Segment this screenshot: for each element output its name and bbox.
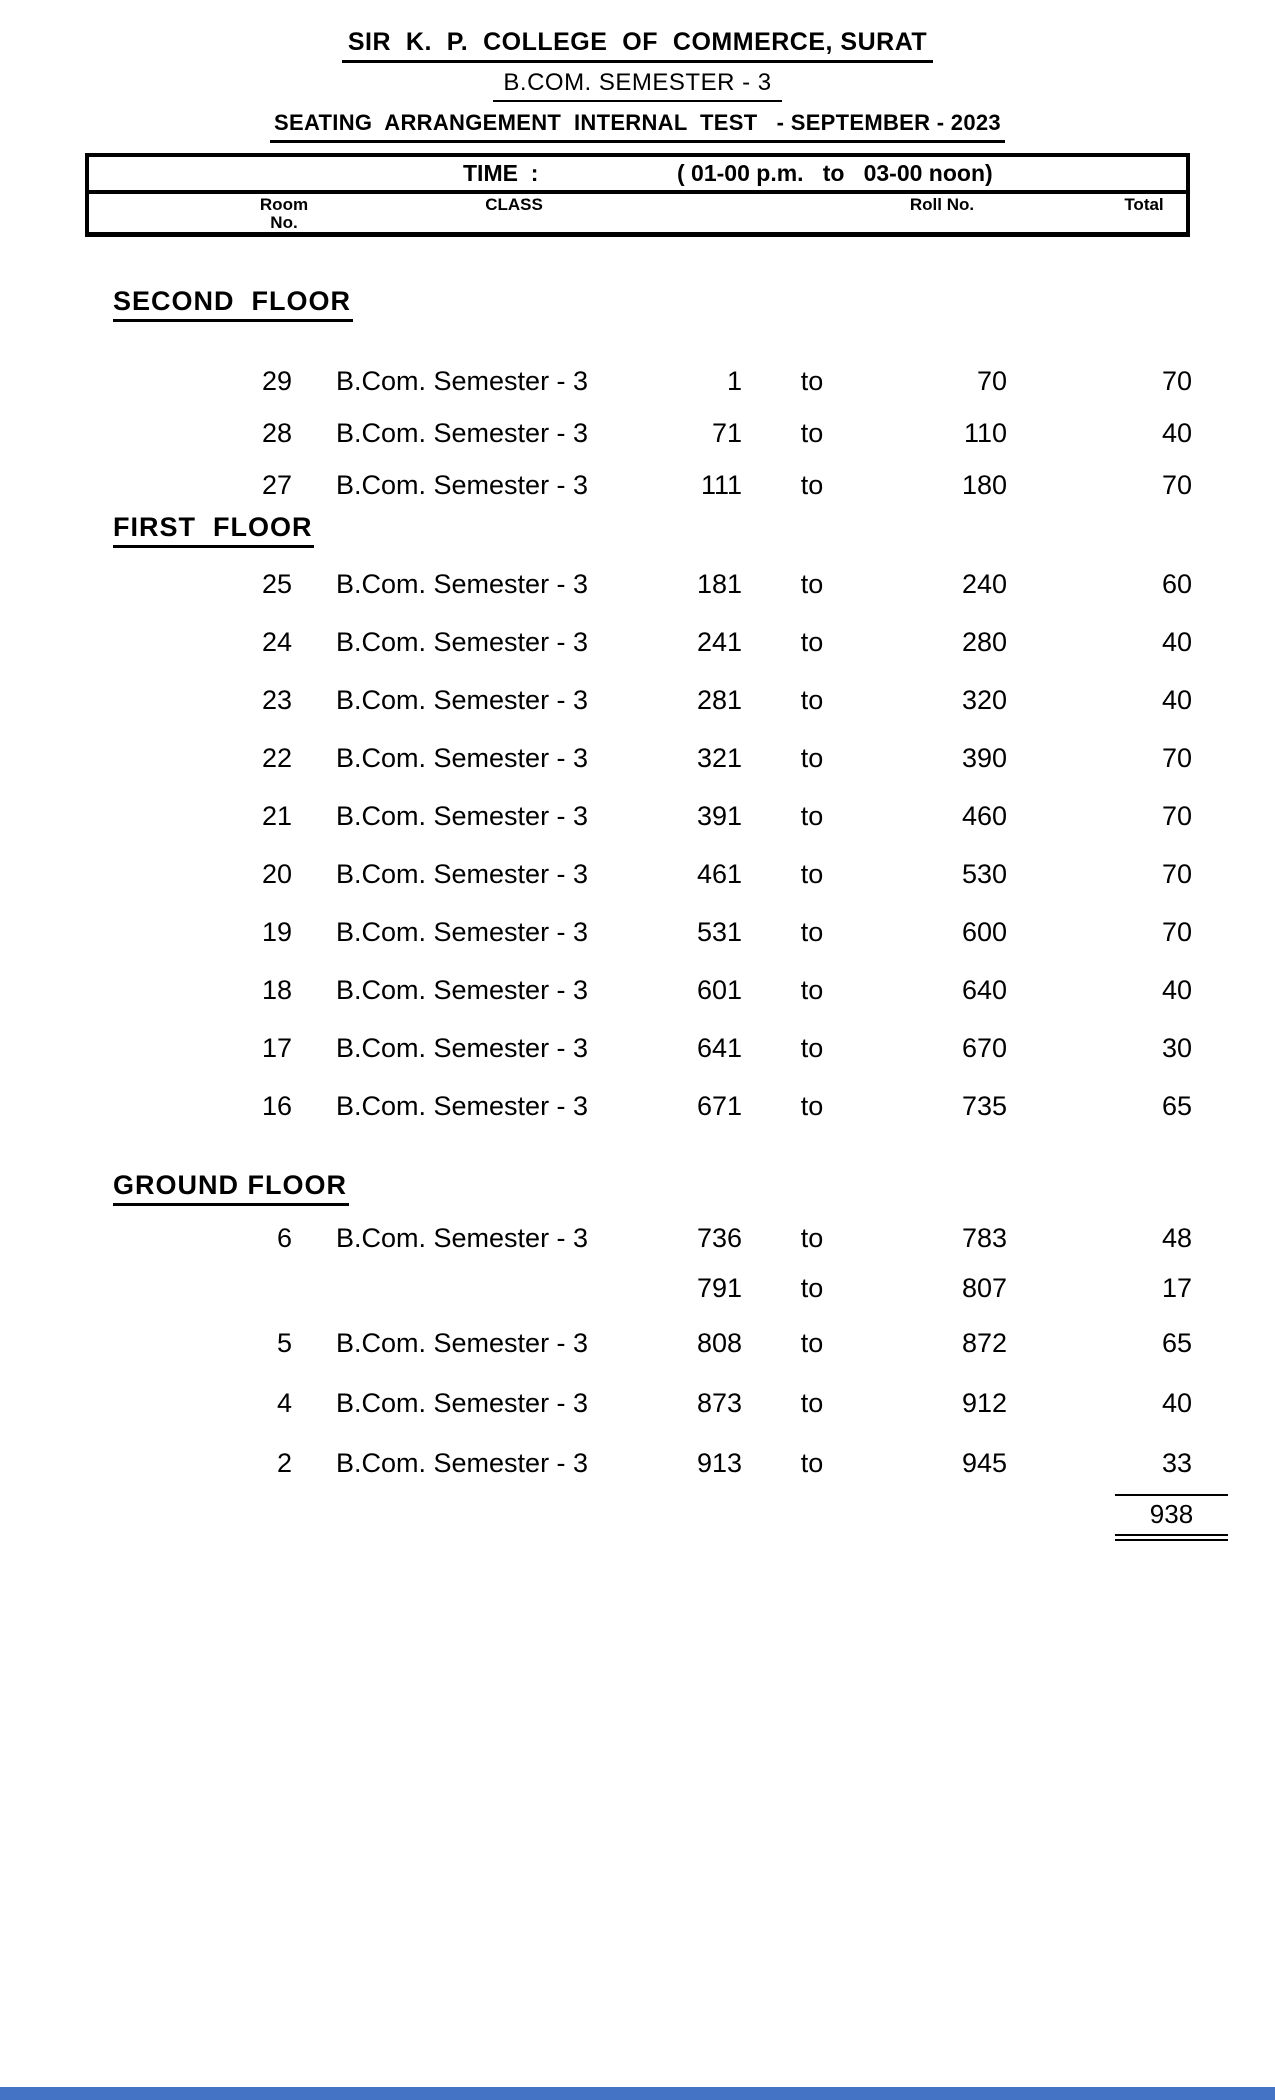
time-value: ( 01-00 p.m. to 03-00 noon) (677, 159, 993, 186)
table-row (85, 460, 1192, 512)
cell-total: 40 (1161, 975, 1192, 1006)
table-header-box (85, 153, 1190, 237)
floor-rows (0, 356, 1275, 512)
cell-class: B.Com. Semester - 3 (336, 859, 589, 890)
cell-room-no: 19 (261, 917, 292, 948)
document-titles (0, 27, 1275, 143)
column-header-room-line1: Room (259, 194, 309, 214)
floor-section (0, 512, 1275, 1136)
cell-roll-to: 945 (961, 1448, 1007, 1479)
cell-room-no: 23 (261, 685, 292, 716)
cell-room-no: 18 (261, 975, 292, 1006)
cell-to-word: to (800, 569, 824, 600)
cell-to-word: to (800, 1223, 824, 1254)
cell-total: 40 (1161, 685, 1192, 716)
cell-roll-from: 461 (696, 859, 742, 890)
cell-room-no: 27 (261, 470, 292, 501)
cell-roll-from: 181 (696, 569, 742, 600)
window-bottom-bar (0, 2087, 1275, 2100)
cell-roll-from: 641 (696, 1033, 742, 1064)
cell-roll-to: 240 (961, 569, 1007, 600)
cell-total: 48 (1161, 1223, 1192, 1254)
floor-rows (0, 1214, 1275, 1494)
cell-room-no: 25 (261, 569, 292, 600)
table-row (85, 962, 1192, 1020)
table-row (85, 408, 1192, 460)
time-label: TIME : (463, 159, 539, 186)
cell-roll-from: 241 (696, 627, 742, 658)
cell-class: B.Com. Semester - 3 (336, 801, 589, 832)
cell-room-no: 24 (261, 627, 292, 658)
cell-total: 60 (1161, 569, 1192, 600)
column-headers-row (89, 194, 1186, 232)
table-row (85, 788, 1192, 846)
cell-roll-from: 321 (696, 743, 742, 774)
cell-roll-to: 783 (961, 1223, 1007, 1254)
cell-roll-to: 460 (961, 801, 1007, 832)
cell-to-word: to (800, 685, 824, 716)
cell-roll-to: 872 (961, 1328, 1007, 1359)
cell-roll-from: 1 (726, 366, 742, 397)
cell-class: B.Com. Semester - 3 (336, 418, 589, 449)
cell-total: 33 (1161, 1448, 1192, 1479)
cell-roll-to: 735 (961, 1091, 1007, 1122)
cell-roll-from: 111 (700, 470, 742, 501)
column-header-room (239, 196, 329, 232)
cell-total: 30 (1161, 1033, 1192, 1064)
cell-roll-to: 807 (961, 1273, 1007, 1304)
cell-class: B.Com. Semester - 3 (336, 1388, 589, 1419)
cell-roll-from: 601 (696, 975, 742, 1006)
cell-total: 40 (1161, 1388, 1192, 1419)
cell-to-word: to (800, 975, 824, 1006)
cell-to-word: to (800, 801, 824, 832)
cell-roll-to: 670 (961, 1033, 1007, 1064)
cell-room-no: 21 (261, 801, 292, 832)
column-header-roll: Roll No. (909, 194, 975, 214)
table-row (85, 556, 1192, 614)
cell-roll-to: 912 (961, 1388, 1007, 1419)
column-header-class: CLASS (485, 194, 543, 214)
column-header-total: Total (1124, 194, 1164, 214)
cell-roll-from: 791 (696, 1273, 742, 1304)
cell-roll-from: 71 (711, 418, 742, 449)
cell-roll-to: 110 (963, 418, 1007, 449)
grand-total-value: 938 (1149, 1498, 1194, 1529)
cell-total: 70 (1161, 917, 1192, 948)
cell-class: B.Com. Semester - 3 (336, 569, 589, 600)
cell-to-word: to (800, 627, 824, 658)
floor-section (0, 286, 1275, 512)
cell-to-word: to (800, 1388, 824, 1419)
cell-room-no: 2 (276, 1448, 292, 1479)
cell-roll-to: 600 (961, 917, 1007, 948)
table-row (85, 1214, 1192, 1264)
cell-roll-to: 180 (961, 470, 1007, 501)
floor-heading (113, 1170, 1275, 1214)
cell-room-no: 17 (261, 1033, 292, 1064)
cell-roll-from: 281 (696, 685, 742, 716)
cell-class: B.Com. Semester - 3 (336, 975, 589, 1006)
table-row (85, 672, 1192, 730)
cell-room-no: 5 (276, 1328, 292, 1359)
table-row (85, 614, 1192, 672)
cell-total: 40 (1161, 627, 1192, 658)
table-row (85, 1374, 1192, 1434)
floor-heading (113, 286, 1275, 330)
cell-class: B.Com. Semester - 3 (336, 1091, 589, 1122)
cell-class: B.Com. Semester - 3 (336, 917, 589, 948)
cell-room-no: 28 (261, 418, 292, 449)
column-header-room-line2: No. (270, 212, 298, 232)
cell-class: B.Com. Semester - 3 (336, 1033, 589, 1064)
table-row (85, 1264, 1192, 1314)
cell-roll-to: 390 (961, 743, 1007, 774)
floor-rows (0, 556, 1275, 1136)
cell-to-word: to (800, 470, 824, 501)
cell-to-word: to (800, 859, 824, 890)
table-row (85, 904, 1192, 962)
cell-total: 70 (1161, 470, 1192, 501)
cell-room-no: 29 (261, 366, 292, 397)
table-body (0, 286, 1275, 1494)
cell-class: B.Com. Semester - 3 (336, 1223, 589, 1254)
cell-room-no: 4 (276, 1388, 292, 1419)
cell-to-word: to (800, 1033, 824, 1064)
cell-roll-from: 808 (696, 1328, 742, 1359)
cell-room-no: 16 (261, 1091, 292, 1122)
floor-heading-label: FIRST FLOOR (113, 512, 314, 548)
cell-room-no: 6 (276, 1223, 292, 1254)
cell-total: 40 (1161, 418, 1192, 449)
cell-roll-to: 640 (961, 975, 1007, 1006)
cell-to-word: to (800, 418, 824, 449)
cell-class: B.Com. Semester - 3 (336, 685, 589, 716)
cell-roll-from: 736 (696, 1223, 742, 1254)
floor-heading-label: SECOND FLOOR (113, 286, 353, 322)
cell-total: 70 (1161, 366, 1192, 397)
table-row (85, 356, 1192, 408)
cell-class: B.Com. Semester - 3 (336, 1448, 589, 1479)
table-row (85, 1314, 1192, 1374)
cell-roll-to: 280 (961, 627, 1007, 658)
table-row (85, 730, 1192, 788)
cell-class: B.Com. Semester - 3 (336, 470, 589, 501)
floor-heading-label: GROUND FLOOR (113, 1170, 349, 1206)
table-row (85, 846, 1192, 904)
cell-room-no: 20 (261, 859, 292, 890)
cell-roll-to: 320 (961, 685, 1007, 716)
grand-total-box (1115, 1494, 1228, 1541)
table-row (85, 1020, 1192, 1078)
cell-roll-from: 531 (696, 917, 742, 948)
cell-roll-from: 391 (696, 801, 742, 832)
cell-total: 65 (1161, 1091, 1192, 1122)
semester-title: B.COM. SEMESTER - 3 (493, 68, 781, 102)
cell-class: B.Com. Semester - 3 (336, 366, 589, 397)
cell-roll-from: 873 (696, 1388, 742, 1419)
cell-to-word: to (800, 1448, 824, 1479)
table-row (85, 1078, 1192, 1136)
cell-to-word: to (800, 743, 824, 774)
cell-to-word: to (800, 366, 824, 397)
cell-to-word: to (800, 1091, 824, 1122)
cell-to-word: to (800, 1328, 824, 1359)
cell-room-no: 22 (261, 743, 292, 774)
cell-roll-from: 671 (696, 1091, 742, 1122)
table-row (85, 1434, 1192, 1494)
time-row (89, 157, 1186, 190)
cell-class: B.Com. Semester - 3 (336, 627, 589, 658)
floor-heading (113, 512, 1275, 556)
cell-roll-to: 530 (961, 859, 1007, 890)
cell-roll-from: 913 (696, 1448, 742, 1479)
cell-total: 65 (1161, 1328, 1192, 1359)
cell-total: 70 (1161, 859, 1192, 890)
cell-to-word: to (800, 1273, 824, 1304)
cell-class: B.Com. Semester - 3 (336, 743, 589, 774)
cell-total: 70 (1161, 801, 1192, 832)
college-title: SIR K. P. COLLEGE OF COMMERCE, SURAT (342, 27, 933, 63)
cell-total: 70 (1161, 743, 1192, 774)
exam-title: SEATING ARRANGEMENT INTERNAL TEST - SEPTEMBER - 2023 (270, 109, 1005, 143)
cell-to-word: to (800, 917, 824, 948)
cell-total: 17 (1161, 1273, 1192, 1304)
cell-class: B.Com. Semester - 3 (336, 1328, 589, 1359)
floor-section (0, 1170, 1275, 1494)
cell-roll-to: 70 (976, 366, 1007, 397)
